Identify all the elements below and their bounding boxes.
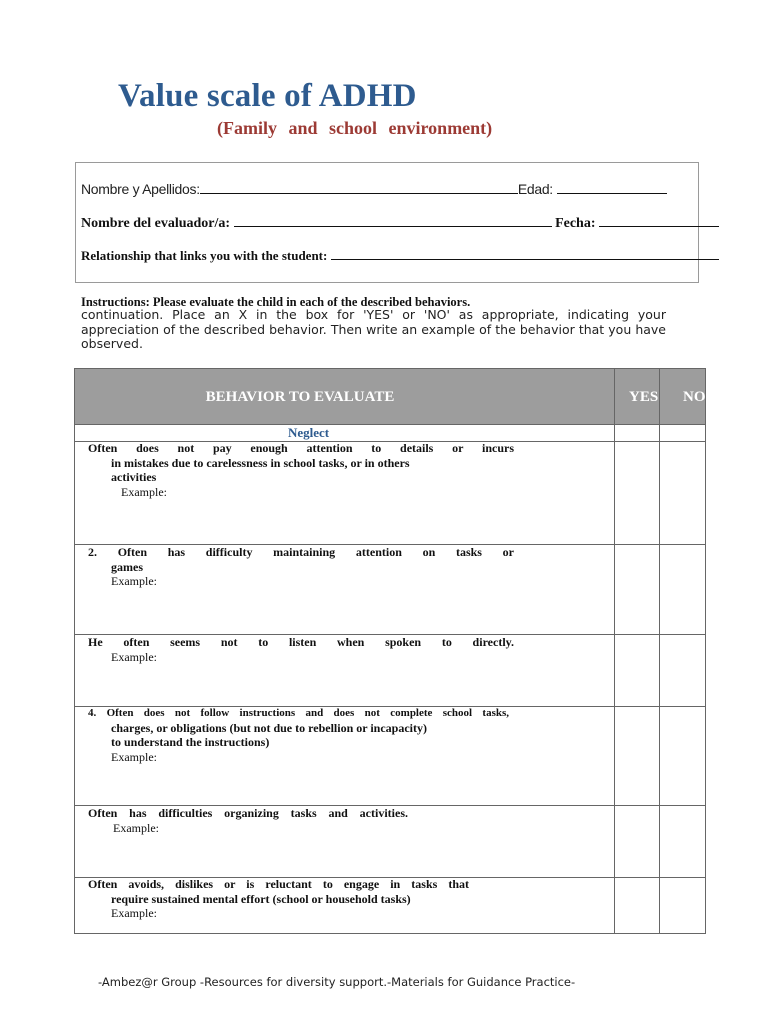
- behavior-text-cont: require sustained mental effort (school or household tasks): [111, 891, 411, 906]
- behavior-text: Often has difficulties organizing tasks and activities.: [88, 806, 408, 820]
- date-field[interactable]: [599, 214, 719, 227]
- behavior-text-cont: games: [111, 559, 143, 574]
- relationship-line: [81, 247, 719, 264]
- behavior-text: 2. Often has difficulty maintaining attention on tasks or: [88, 545, 514, 559]
- evaluator-field[interactable]: [234, 214, 552, 227]
- example-label: Example:: [113, 820, 159, 835]
- page-footer: -Ambez@r Group -Resources for diversity support.-Materials for Guidance Practice-: [98, 975, 576, 989]
- section-neglect: Neglect: [288, 425, 330, 440]
- age-field[interactable]: [557, 181, 667, 194]
- behavior-text-cont: activities: [111, 470, 157, 484]
- behavior-text: Often does not pay enough attention to details or incurs: [88, 441, 514, 455]
- column-divider-no: [659, 369, 660, 933]
- example-label: Example:: [111, 574, 157, 588]
- behavior-text: Often avoids, dislikes or is reluctant to engage in tasks that: [88, 877, 469, 891]
- header-behavior: BEHAVIOR TO EVALUATE: [205, 389, 395, 405]
- name-field[interactable]: [200, 181, 518, 194]
- example-label: Example:: [121, 484, 167, 499]
- instructions-body: continuation. Place an X in the box for 'YES' or 'NO' as appropriate, indicating your appreciation of the described behavior. Then write an example of the behavior that you have observed.: [81, 307, 666, 351]
- example-label: Example:: [111, 649, 157, 664]
- behavior-text: 4. Often does not follow instructions and does not complete school tasks,: [88, 707, 509, 719]
- document-subtitle: (Family and school environment): [217, 118, 493, 138]
- behavior-text-cont: in mistakes due to carelessness in school tasks, or in others: [111, 455, 410, 470]
- info-box: [75, 162, 699, 283]
- header-no: NO: [683, 389, 706, 405]
- behavior-text-cont: to understand the instructions): [111, 735, 270, 749]
- age-label: Edad:: [517, 181, 553, 197]
- behavior-text: He often seems not to listen when spoken to directly.: [88, 635, 514, 649]
- column-divider-yes: [614, 369, 615, 933]
- behavior-table: [74, 368, 706, 934]
- behavior-row-2: [88, 545, 514, 589]
- behavior-row-1: [88, 441, 514, 499]
- date-label: Fecha:: [555, 216, 596, 231]
- table-header: [75, 369, 705, 425]
- evaluator-date-line: [81, 214, 719, 232]
- name-label: Nombre y Apellidos:: [81, 181, 200, 197]
- header-yes: YES: [629, 389, 659, 405]
- behavior-row-3: [88, 635, 514, 664]
- behavior-row-4: [88, 706, 509, 764]
- behavior-text-cont: charges, or obligations (but not due to rebellion or incapacity): [111, 720, 428, 735]
- name-age-line: [81, 181, 667, 197]
- example-label: Example:: [111, 906, 157, 920]
- evaluator-label: Nombre del evaluador/a:: [81, 216, 231, 231]
- behavior-row-6: [88, 877, 469, 921]
- document-title: Value scale of ADHD: [118, 78, 417, 114]
- relationship-field[interactable]: [331, 247, 719, 260]
- relationship-label: Relationship that links you with the student:: [81, 248, 328, 263]
- instructions-lead: Instructions: Please evaluate the child in each of the described behaviors.: [81, 295, 471, 309]
- example-label: Example:: [111, 749, 157, 764]
- behavior-row-5: [88, 806, 408, 835]
